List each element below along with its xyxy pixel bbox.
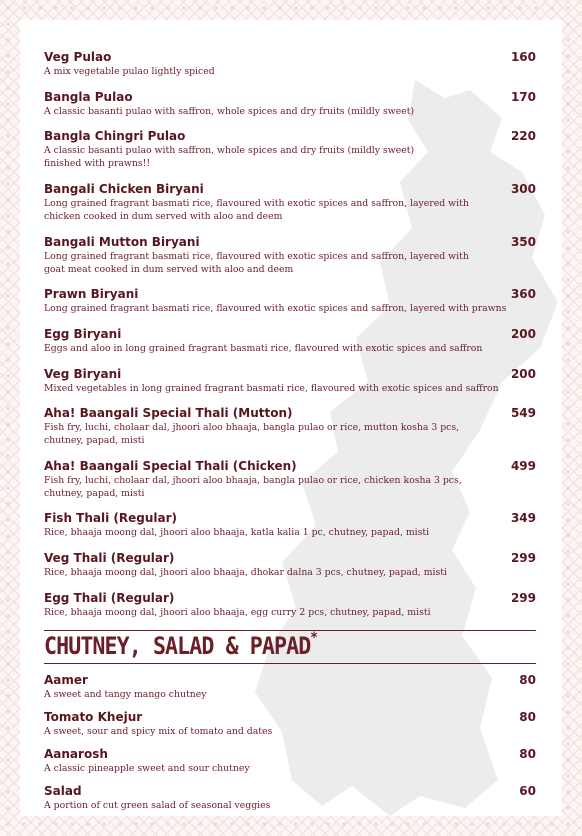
item-name: Bangla Pulao [44, 90, 133, 104]
menu-item [44, 511, 536, 539]
section-title-text: CHUTNEY, SALAD & PAPAD [44, 632, 311, 660]
item-price: 80 [519, 673, 536, 687]
menu-item [44, 591, 536, 619]
menu-item [44, 182, 536, 223]
item-description: Long grained fragrant basmati rice, flavoured with exotic spices and saffron, layered with prawns [44, 303, 507, 314]
menu-item [44, 90, 536, 118]
menu-item [44, 129, 536, 170]
item-name: Aha! Baangali Special Thali (Mutton) [44, 406, 293, 420]
item-price: 549 [510, 406, 536, 420]
item-price: 80 [519, 710, 536, 724]
item-description: A mix vegetable pulao lightly spiced [44, 66, 215, 77]
item-description: Rice, bhaaja moong dal, jhoori aloo bhaaja, egg curry 2 pcs, chutney, papad, misti [44, 607, 431, 618]
item-price: 300 [510, 182, 536, 196]
item-description: Rice, bhaaja moong dal, jhoori aloo bhaaja, katla kalia 1 pc, chutney, papad, misti [44, 527, 430, 538]
item-name: Veg Biryani [44, 367, 122, 381]
item-price: 499 [510, 459, 536, 473]
item-price: 299 [510, 551, 536, 565]
item-price: 299 [510, 591, 536, 605]
item-price: 200 [510, 367, 536, 381]
menu-item [44, 747, 536, 775]
menu-item [44, 710, 536, 738]
menu-item [44, 459, 536, 500]
section-divider-bottom [44, 663, 536, 664]
item-name: Aamer [44, 673, 88, 687]
item-name: Bangali Chicken Biryani [44, 182, 204, 196]
item-description: A classic basanti pulao with saffron, whole spices and dry fruits (mildly sweet) finished with prawns!! [44, 145, 415, 169]
section-divider-top [44, 630, 536, 631]
item-price: 60 [519, 784, 536, 798]
menu-item [44, 406, 536, 447]
item-description: Long grained fragrant basmati rice, flavoured with exotic spices and saffron, layered with goat meat cooked in dum served with aloo and deem [44, 251, 469, 275]
item-price: 349 [510, 511, 536, 525]
menu-item [44, 784, 536, 812]
item-description: A sweet, sour and spicy mix of tomato and dates [44, 726, 273, 737]
menu-item [44, 673, 536, 701]
item-price: 170 [510, 90, 536, 104]
item-price: 350 [510, 235, 536, 249]
menu-item [44, 327, 536, 355]
item-description: Mixed vegetables in long grained fragrant basmati rice, flavoured with exotic spices and saffron [44, 383, 499, 394]
item-description: A classic basanti pulao with saffron, whole spices and dry fruits (mildly sweet) [44, 106, 415, 117]
menu-item [44, 235, 536, 276]
item-name: Salad [44, 784, 82, 798]
item-name: Bangali Mutton Biryani [44, 235, 200, 249]
item-price: 80 [519, 747, 536, 761]
menu-item [44, 50, 536, 78]
menu-page [20, 20, 562, 816]
item-description: A sweet and tangy mango chutney [44, 689, 207, 700]
item-price: 360 [510, 287, 536, 301]
item-description: A portion of cut green salad of seasonal veggies [44, 800, 271, 811]
item-price: 220 [510, 129, 536, 143]
item-name: Aha! Baangali Special Thali (Chicken) [44, 459, 297, 473]
item-description: Long grained fragrant basmati rice, flavoured with exotic spices and saffron, layered with chicken cooked in dum served with aloo and deem [44, 198, 469, 222]
item-description: A classic pineapple sweet and sour chutney [44, 763, 250, 774]
item-name: Tomato Khejur [44, 710, 143, 724]
item-price: 160 [510, 50, 536, 64]
section-title [44, 632, 317, 660]
item-description: Rice, bhaaja moong dal, jhoori aloo bhaaja, dhokar dalna 3 pcs, chutney, papad, misti [44, 567, 447, 578]
item-name: Egg Biryani [44, 327, 122, 341]
item-description: Fish fry, luchi, cholaar dal, jhoori aloo bhaaja, bangla pulao or rice, chicken kosha 3 pcs, chutney, papad, misti [44, 475, 462, 499]
item-name: Bangla Chingri Pulao [44, 129, 186, 143]
menu-item [44, 551, 536, 579]
item-name: Veg Thali (Regular) [44, 551, 175, 565]
menu-item [44, 287, 536, 315]
item-name: Fish Thali (Regular) [44, 511, 178, 525]
section-title-asterisk: * [310, 630, 317, 646]
item-name: Veg Pulao [44, 50, 112, 64]
item-name: Prawn Biryani [44, 287, 139, 301]
item-price: 200 [510, 327, 536, 341]
menu-item [44, 367, 536, 395]
item-description: Fish fry, luchi, cholaar dal, jhoori aloo bhaaja, bangla pulao or rice, mutton kosha 3 pcs, chutney, papad, misti [44, 422, 460, 446]
item-name: Egg Thali (Regular) [44, 591, 175, 605]
item-description: Eggs and aloo in long grained fragrant basmati rice, flavoured with exotic spices and saffron [44, 343, 483, 354]
item-name: Aanarosh [44, 747, 108, 761]
